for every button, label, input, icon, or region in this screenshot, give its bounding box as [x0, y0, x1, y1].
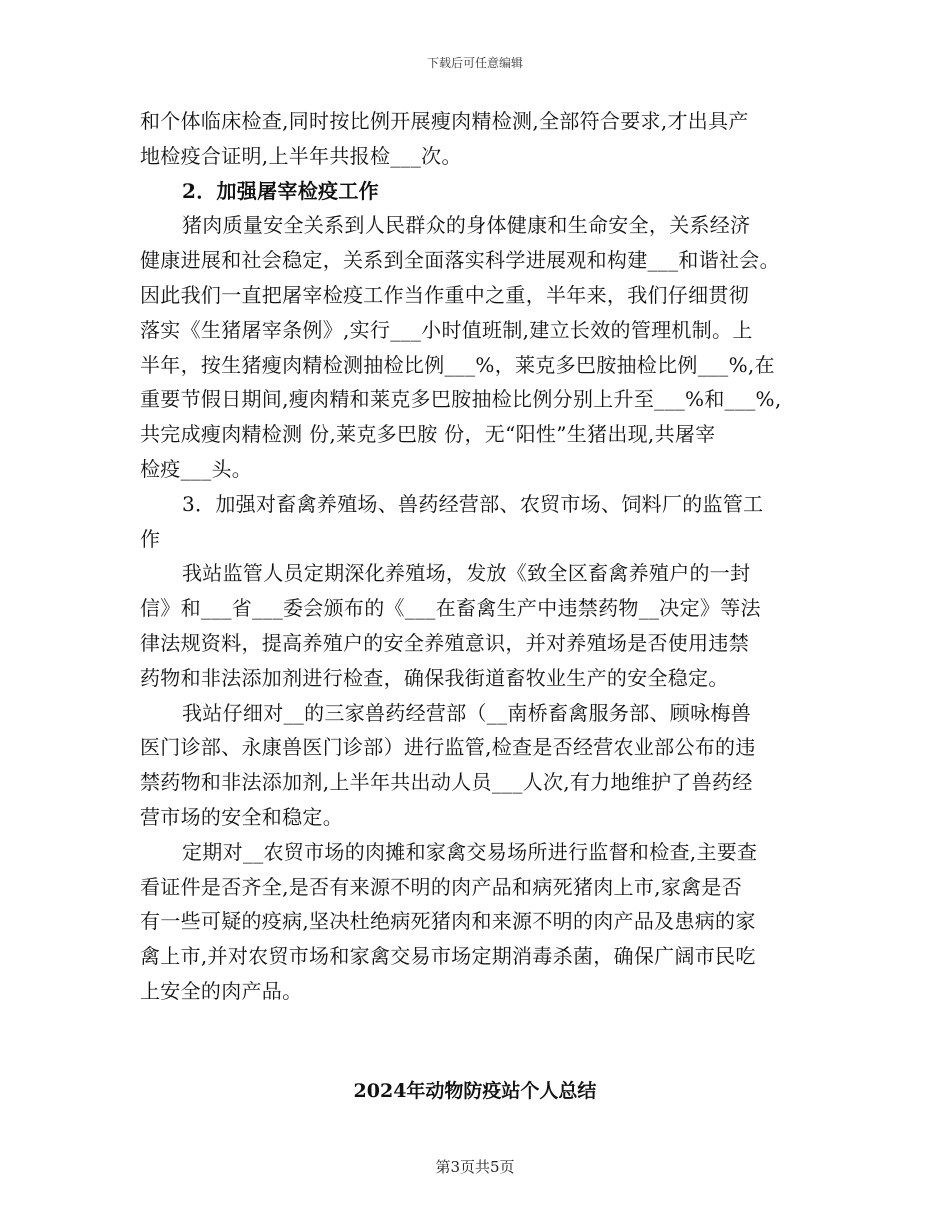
document-title: 2024年动物防疫站个人总结 [353, 1080, 597, 1102]
paragraph-line: 禁药物和非法添加剂,上半年共出动人员___人次,有力地维护了兽药经 [140, 770, 753, 795]
paragraph-line: 共完成瘦肉精检测 份,莱克多巴胺 份，无“阳性”生猪出现,共屠宰 [140, 422, 716, 447]
paragraph-line: 落实《生猪屠宰条例》,实行___小时值班制,建立长效的管理机制。上 [140, 317, 753, 342]
section-heading: 3．加强对畜禽养殖场、兽药经营部、农贸市场、饲料厂的监管工 [182, 491, 764, 516]
page-header: 下载后可任意编辑 [426, 56, 523, 70]
paragraph-line: 信》和___省___委会颁布的《___在畜禽生产中违禁药物__决定》等法 [140, 596, 761, 621]
paragraph-line: 健康进展和社会稳定，关系到全面落实科学进展观和构建___和谐社会。 [140, 248, 780, 273]
section-heading-continued: 作 [140, 526, 161, 551]
paragraph-line: 上安全的肉产品。 [140, 978, 303, 1003]
paragraph-line: 律法规资料，提高养殖户的安全养殖意识，并对养殖场是否使用违禁 [140, 630, 749, 655]
paragraph-line: 因此我们一直把屠宰检疫工作当作重中之重，半年来，我们仔细贯彻 [140, 282, 749, 307]
paragraph-line: 重要节假日期间,瘦肉精和莱克多巴胺抽检比例分别上升至___%和___%, [140, 387, 782, 412]
paragraph-line: 地检疫合证明,上半年共报检___次。 [140, 143, 462, 168]
paragraph-line: 营市场的安全和稳定。 [140, 804, 343, 829]
paragraph-line: 和个体临床检查,同时按比例开展瘦肉精检测,全部符合要求,才出具产 [140, 109, 749, 133]
paragraph-line: 半年，按生猪瘦肉精检测抽检比例___%，莱克多巴胺抽检比例___%,在 [140, 352, 775, 377]
section-heading: 2．加强屠宰检疫工作 [182, 178, 379, 203]
paragraph-line: 我站监管人员定期深化养殖场，发放《致全区畜禽养殖户的一封 [182, 561, 751, 586]
paragraph-line: 有一些可疑的疫病,坚决杜绝病死猪肉和来源不明的肉产品及患病的家 [140, 909, 756, 934]
paragraph-line: 我站仔细对__的三家兽药经营部（__南桥畜禽服务部、顾咏梅兽 [182, 700, 751, 725]
paragraph-line: 看证件是否齐全,是否有来源不明的肉产品和病死猪肉上市,家禽是否 [140, 874, 743, 899]
paragraph-line: 禽上市,并对农贸市场和家禽交易市场定期消毒杀菌，确保广阔市民吃 [140, 944, 756, 969]
paragraph-line: 医门诊部、永康兽医门诊部）进行监管,检查是否经营农业部公布的违 [140, 735, 756, 760]
paragraph-line: 药物和非法添加剂进行检查，确保我街道畜牧业生产的安全稳定。 [140, 665, 729, 690]
paragraph-line: 检疫___头。 [140, 456, 253, 481]
paragraph-line: 猪肉质量安全关系到人民群众的身体健康和生命安全，关系经济 [182, 213, 751, 238]
paragraph-line: 定期对__农贸市场的肉摊和家禽交易场所进行监督和检查,主要查 [182, 839, 758, 864]
page-footer: 第3页共5页 [435, 1158, 515, 1176]
document-body [140, 104, 820, 1009]
